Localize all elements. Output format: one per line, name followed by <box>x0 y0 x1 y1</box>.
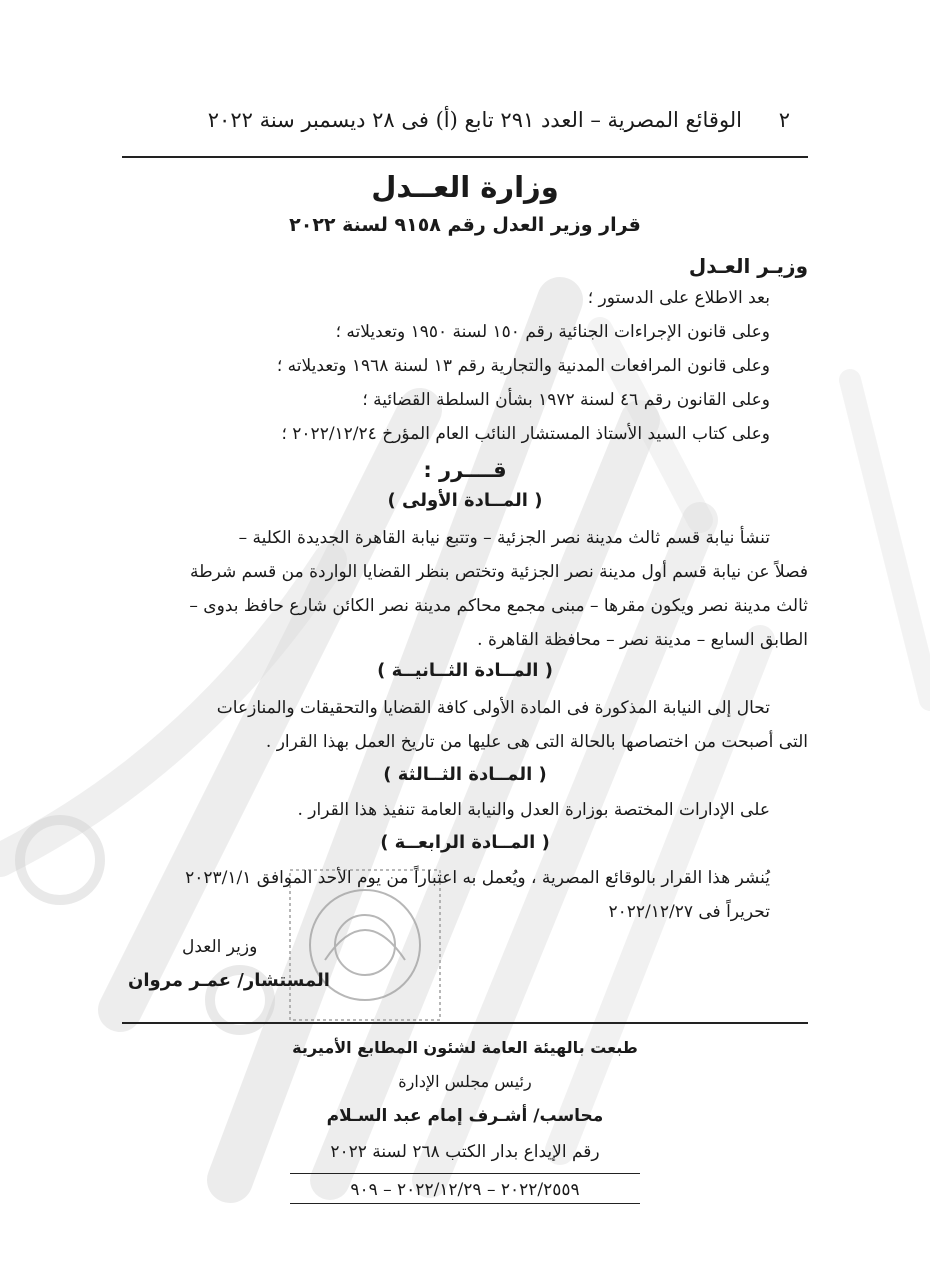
issued-date: تحريراً فى ٢٠٢٢/١٢/٢٧ <box>608 902 770 922</box>
article-line: فصلاً عن نيابة قسم أول مدينة نصر الجزئية وتختص بنظر القضايا الواردة من قسم شرطة <box>189 562 808 582</box>
accountant-name: محاسب/ أشـرف إمام عبد السـلام <box>326 1106 604 1126</box>
decided-heading: قــــرر : <box>423 458 507 482</box>
article-title: ( المــادة الثــالثة ) <box>383 764 547 785</box>
issue-line: الوقائع المصرية – العدد ٢٩١ تابع (أ) فى ٢٨ ديسمبر سنة ٢٠٢٢ <box>207 108 743 132</box>
signature-title: وزير العدل <box>182 937 258 957</box>
article-line: تنشأ نيابة قسم ثالث مدينة نصر الجزئية – وتتبع نيابة القاهرة الجديدة الكلية – <box>238 528 770 548</box>
article-title: ( المــادة الرابعــة ) <box>380 832 550 853</box>
article-line: على الإدارات المختصة بوزارة العدل والنيابة العامة تنفيذ هذا القرار . <box>297 800 770 820</box>
printer-name: طبعت بالهيئة العامة لشئون المطابع الأميرية <box>292 1038 638 1057</box>
article-line: ثالث مدينة نصر ويكون مقرها – مبنى مجمع محاكم مدينة نصر الكائن شارع حافظ بدوى – <box>189 596 808 616</box>
gazette-header <box>190 108 790 132</box>
serial-number: ٢٠٢٢/٢٥٥٩ – ٢٠٢٢/١٢/٢٩ – ٩٠٩ <box>350 1180 580 1200</box>
article-line: يُنشر هذا القرار بالوقائع المصرية ، ويُعمل به اعتباراً من يوم الأحد الموافق ٢٠٢٣/١/١ <box>185 868 770 888</box>
preamble-line: وعلى قانون المرافعات المدنية والتجارية رقم ١٣ لسنة ١٩٦٨ وتعديلاته ؛ <box>276 356 770 376</box>
decision-title: قرار وزير العدل رقم ٩١٥٨ لسنة ٢٠٢٢ <box>289 214 641 236</box>
article-title: ( المــادة الأولى ) <box>387 490 543 511</box>
article-line: الطابق السابع – مدينة نصر – محافظة القاهرة . <box>477 630 808 650</box>
preamble-line: وعلى القانون رقم ٤٦ لسنة ١٩٧٢ بشأن السلطة القضائية ؛ <box>362 390 770 410</box>
footer-divider <box>122 1022 808 1024</box>
minister-heading: وزيـر العـدل <box>688 254 808 278</box>
header-divider <box>122 156 808 158</box>
signature-name: المستشار/ عمـر مروان <box>128 970 330 991</box>
page-number: ٢ <box>778 108 790 132</box>
footer-rule <box>290 1173 640 1174</box>
article-title: ( المــادة الثــانيــة ) <box>377 660 553 681</box>
chair-title: رئيس مجلس الإدارة <box>398 1072 532 1091</box>
preamble-line: وعلى قانون الإجراءات الجنائية رقم ١٥٠ لسنة ١٩٥٠ وتعديلاته ؛ <box>335 322 770 342</box>
preamble-line: بعد الاطلاع على الدستور ؛ <box>587 288 770 308</box>
preamble-line: وعلى كتاب السيد الأستاذ المستشار النائب العام المؤرخ ٢٠٢٢/١٢/٢٤ ؛ <box>281 424 770 444</box>
article-line: تحال إلى النيابة المذكورة فى المادة الأولى كافة القضايا والتحقيقات والمنازعات <box>216 698 770 718</box>
deposit-number: رقم الإيداع بدار الكتب ٢٦٨ لسنة ٢٠٢٢ <box>330 1142 600 1162</box>
footer-rule <box>290 1203 640 1204</box>
article-line: التى أصبحت من اختصاصها بالحالة التى هى عليها من تاريخ العمل بهذا القرار . <box>265 732 808 752</box>
ministry-title: وزارة العــدل <box>371 170 559 204</box>
